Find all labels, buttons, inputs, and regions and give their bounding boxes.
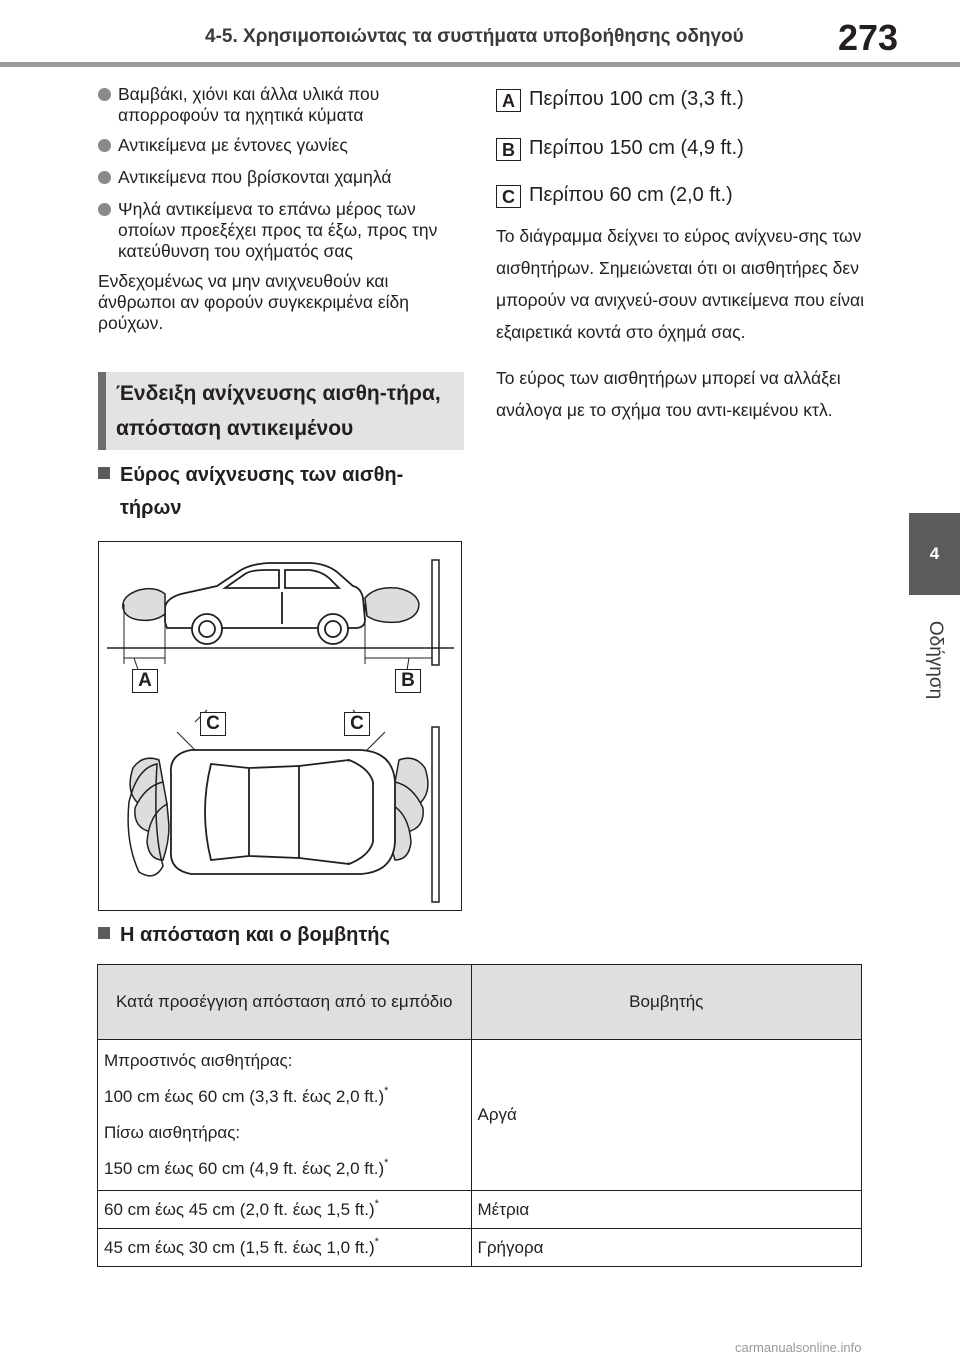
- chapter-title: 4-5. Χρησιμοποιώντας τα συστήματα υποβοήθησης οδηγού: [205, 26, 744, 47]
- people-clothing-note: Ενδεχομένως να μην ανιχνευθούν και άνθρωποι αν φορούν συγκεκριμένα είδη ρούχων.: [98, 271, 410, 333]
- range-variation-note: Το εύρος των αισθητήρων μπορεί να αλλάξει ανάλογα με το σχήμα του αντι-κειμένου κτλ.: [496, 368, 841, 420]
- diagram-label-a: A: [132, 669, 158, 693]
- legend-key-a: A: [496, 89, 521, 112]
- footnote-mark: *: [374, 1197, 379, 1210]
- rear-sensor-range: 150 cm έως 60 cm (4,9 ft. έως 2,0 ft.)*: [104, 1157, 389, 1178]
- bullet-dot-icon: [98, 171, 111, 184]
- subhead-distance-buzzer: [98, 919, 390, 952]
- front-sensor-label: Μπροστινός αισθητήρας:: [104, 1051, 293, 1070]
- table-cell-distance: 60 cm έως 45 cm (2,0 ft. έως 1,5 ft.)*: [98, 1191, 472, 1229]
- wall-obstacle-top: [432, 560, 439, 665]
- subhead-sensor-range: [98, 459, 403, 525]
- section-title-accent: [98, 372, 106, 450]
- table-cell-distance: 45 cm έως 30 cm (1,5 ft. έως 1,0 ft.)*: [98, 1229, 472, 1267]
- legend-item-c: [496, 182, 733, 208]
- car-side-view-icon: [165, 563, 365, 644]
- table-cell-buzzer: Μέτρια: [471, 1191, 861, 1229]
- footnote-mark: *: [384, 1157, 389, 1169]
- bullet-item: [98, 167, 468, 188]
- section-title-box: [98, 372, 464, 450]
- legend-text-a: Περίπου 100 cm (3,3 ft.): [529, 88, 744, 110]
- wall-obstacle-bottom: [432, 727, 439, 902]
- bullet-item: [98, 199, 468, 262]
- sensor-range-illustration: [99, 542, 461, 910]
- table-row: [98, 1229, 862, 1267]
- legend-item-b: [496, 135, 744, 161]
- rear-sensor-lobe: [365, 588, 419, 623]
- diagram-label-c-rear: C: [344, 712, 370, 736]
- table-header-distance: Κατά προσέγγιση απόσταση από το εμπόδιο: [98, 965, 472, 1040]
- legend-item-a: [496, 86, 744, 112]
- table-cell-distance: [98, 1040, 472, 1191]
- front-sensor-range: 100 cm έως 60 cm (3,3 ft. έως 2,0 ft.)*: [104, 1085, 389, 1106]
- table-header-row: [98, 965, 862, 1040]
- chapter-tab-label-text: Οδήγηση: [924, 620, 946, 700]
- chapter-tab: 4: [909, 513, 960, 595]
- table-header-buzzer: Βομβητής: [471, 965, 861, 1040]
- front-sensor-lobe: [123, 589, 165, 621]
- car-top-view-icon: [171, 750, 395, 874]
- chapter-tab-label: [909, 605, 960, 715]
- square-bullet-icon: [98, 467, 110, 479]
- legend-key-b: B: [496, 138, 521, 161]
- subhead-sensor-range-line1: Εύρος ανίχνευσης των αισθη-: [120, 464, 404, 486]
- table-row: [98, 1040, 862, 1191]
- sensor-range-diagram: [98, 541, 462, 911]
- table-cell-buzzer: Αργά: [471, 1040, 861, 1191]
- bullet-text: Βαμβάκι, χιόνι και άλλα υλικά που απορροφούν τα ηχητικά κύματα: [118, 84, 380, 125]
- bullet-item: [98, 84, 468, 126]
- legend-text-c: Περίπου 60 cm (2,0 ft.): [529, 184, 733, 206]
- bullet-item: [98, 135, 468, 156]
- section-title: Ένδειξη ανίχνευσης αισθη-τήρα, απόσταση αντικειμένου: [116, 382, 441, 440]
- bullet-dot-icon: [98, 203, 111, 216]
- diagram-label-b: B: [395, 669, 421, 693]
- table-row: [98, 1191, 862, 1229]
- rear-sensor-label: Πίσω αισθητήρας:: [104, 1123, 241, 1142]
- bullet-text: Αντικείμενα με έντονες γωνίες: [118, 135, 348, 155]
- bullet-dot-icon: [98, 139, 111, 152]
- footnote-mark: *: [384, 1085, 389, 1097]
- dimension-c-left-line: [177, 732, 195, 750]
- legend-key-c: C: [496, 185, 521, 208]
- table-cell-buzzer: Γρήγορα: [471, 1229, 861, 1267]
- page-number: 273: [838, 17, 899, 58]
- watermark: carmanualsonline.info: [735, 1340, 862, 1355]
- diagram-label-c-front: C: [200, 712, 226, 736]
- legend-text-b: Περίπου 150 cm (4,9 ft.): [529, 137, 744, 159]
- square-bullet-icon: [98, 927, 110, 939]
- bullet-text: Ψηλά αντικείμενα το επάνω μέρος των οποίων προεξέχει προς τα έξω, προς την κατεύθυνση του οχήματός σας: [118, 199, 438, 261]
- bullet-dot-icon: [98, 88, 111, 101]
- subhead-distance-buzzer-text: Η απόσταση και ο βομβητής: [120, 924, 390, 946]
- subhead-sensor-range-line2: τήρων: [120, 497, 182, 519]
- diagram-explanation: Το διάγραμμα δείχνει το εύρος ανίχνευ-σης των αισθητήρων. Σημειώνεται ότι οι αισθητήρες δεν μπορούν να ανιχνεύ-σουν αντικείμενα που είναι εξαιρετικά κοντά στο όχημά σας.: [496, 226, 865, 342]
- header-rule: [0, 62, 960, 67]
- footnote-mark: *: [374, 1235, 379, 1248]
- distance-buzzer-table: [97, 964, 862, 1267]
- bullet-text: Αντικείμενα που βρίσκονται χαμηλά: [118, 167, 392, 187]
